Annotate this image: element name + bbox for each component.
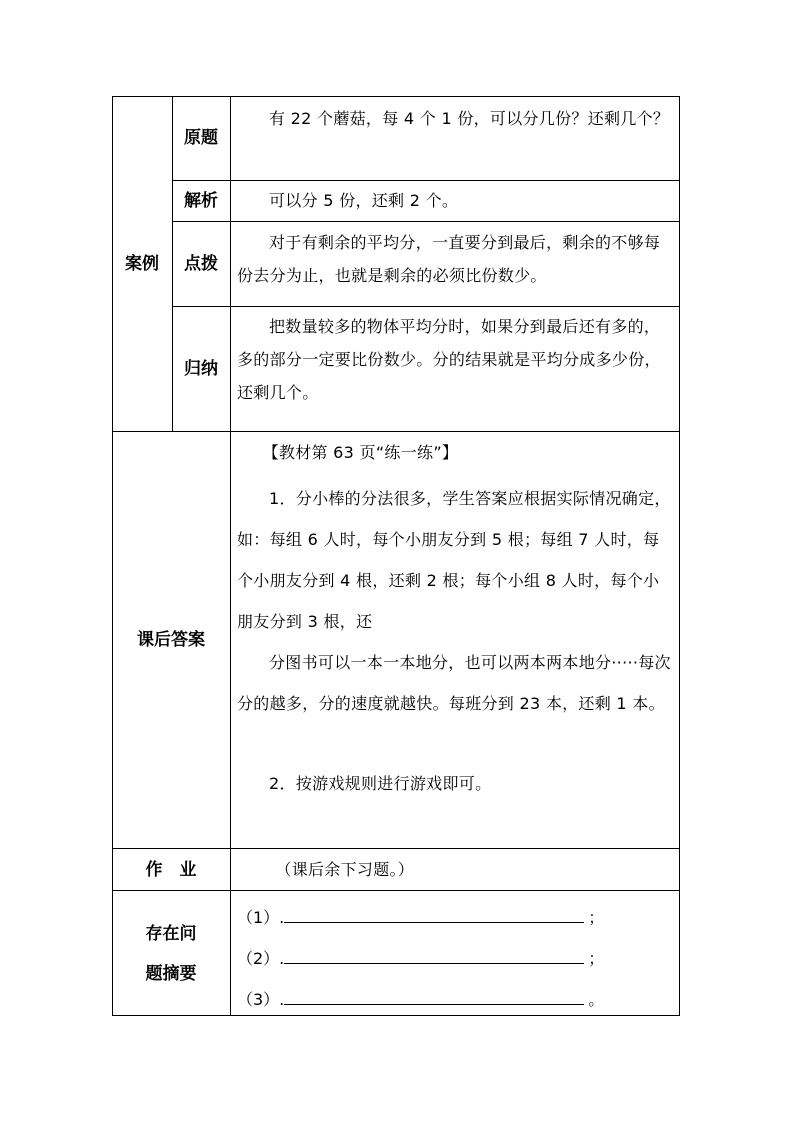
issue-line-3 [237, 986, 604, 1011]
section-divider [112, 848, 680, 849]
row-label-summary: 归纳 [184, 359, 218, 379]
summary-text: 把数量较多的物体平均分时，如果分到最后还有多的，多的部分一定要比份数少。分的结果就是平均分成多少份，还剩几个。 [237, 317, 661, 402]
analysis-text: 可以分 5 份，还剩 2 个。 [269, 191, 459, 210]
row-label-analysis: 解析 [184, 191, 218, 211]
row-divider [172, 306, 680, 307]
issue-blank[interactable] [284, 986, 584, 1005]
issue-number: （1）. [237, 908, 285, 927]
issue-line-2 [237, 945, 604, 970]
issue-line-1 [237, 904, 604, 929]
answer-paragraph-3: 2．按游戏规则进行游戏即可。 [269, 774, 492, 793]
issue-number: （3）. [237, 990, 285, 1009]
homework-text: （课后余下习题。） [275, 860, 415, 879]
issue-end: ； [588, 949, 605, 968]
issue-end: ； [588, 908, 605, 927]
issue-blank[interactable] [284, 904, 584, 923]
table-border-right [679, 96, 680, 1016]
answers-heading: 【教材第 63 页“练一练”】 [262, 443, 459, 462]
lesson-table [112, 96, 680, 1016]
row-label-tip: 点拨 [184, 254, 218, 274]
row-divider [172, 221, 680, 222]
answers-label: 课后答案 [137, 630, 205, 650]
issue-end: 。 [588, 990, 605, 1009]
row-divider [172, 180, 680, 181]
answer-paragraph-1: 1．分小棒的分法很多，学生答案应根据实际情况确定，如：每组 6 人时，每个小朋友分到 5 根；每组 7 人时，每个小朋友分到 4 根，还剩 2 根；每个小组 8 人时，每个小朋友分到 3 根，还 [237, 489, 671, 631]
row-label-question: 原题 [184, 128, 218, 148]
issue-number: （2）. [237, 949, 285, 968]
answer-paragraph-2: 分图书可以一本一本地分，也可以两本两本地分·····每次分的越多，分的速度就越快。每班分到 23 本，还剩 1 本。 [237, 653, 671, 713]
table-border-top [112, 96, 680, 97]
tip-text: 对于有剩余的平均分，一直要分到最后，剩余的不够每份去分为止，也就是剩余的必须比份数少。 [237, 233, 661, 285]
section-divider [112, 431, 680, 432]
issues-label-line1: 存在问 [145, 924, 197, 944]
homework-label: 作 业 [145, 860, 197, 880]
main-col-divider [230, 96, 231, 1016]
table-border-bottom [112, 1015, 680, 1016]
question-text: 有 22 个蘑菇，每 4 个 1 份，可以分几份？还剩几个？ [269, 109, 670, 128]
issues-label-line2: 题摘要 [145, 964, 197, 984]
issue-blank[interactable] [284, 945, 584, 964]
case-label: 案例 [125, 254, 159, 274]
section-divider [112, 890, 680, 891]
